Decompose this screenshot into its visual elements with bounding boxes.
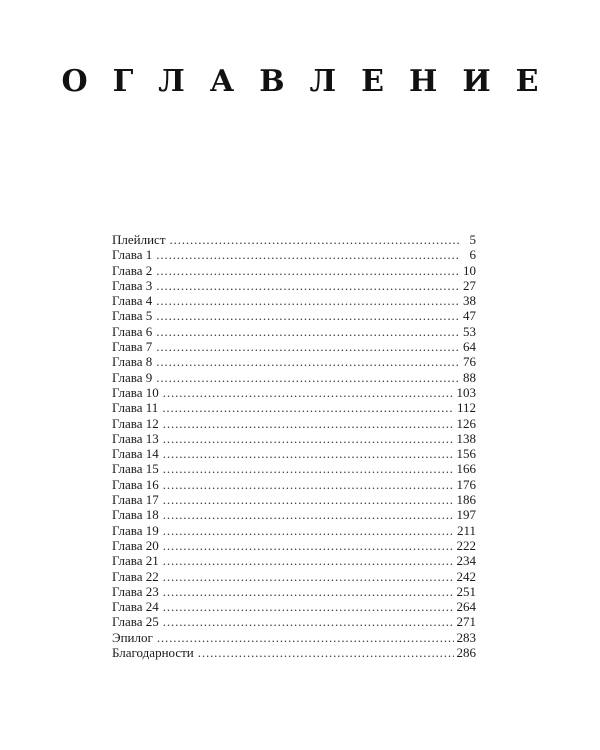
dot-leader [156,293,459,308]
toc-entry-label: Глава 8 [112,354,153,370]
dot-leader [198,645,454,660]
toc-entry-label: Глава 10 [112,384,159,400]
toc-entry-page-number: 27 [463,277,476,293]
toc-entry-chapter-16[interactable] [112,477,476,492]
toc-entry-page-number: 211 [456,522,476,538]
toc-entry-page-number: 5 [469,232,476,247]
toc-entry-chapter-18[interactable] [112,507,476,522]
toc-entry-label: Глава 4 [112,293,153,309]
toc-entry-chapter-21[interactable] [112,553,476,568]
toc-entry-chapter-12[interactable] [112,416,476,431]
toc-entry-page-number: 197 [456,507,476,523]
toc-entry-chapter-8[interactable] [112,354,476,369]
toc-entry-label: Глава 23 [112,583,159,599]
dot-leader [163,614,454,629]
toc-entry-label: Глава 18 [112,507,159,523]
toc-entry-label: Глава 17 [112,492,159,508]
toc-entry-page-number: 234 [456,553,476,569]
toc-entry-chapter-3[interactable] [112,278,476,293]
toc-entry-playlist[interactable] [112,232,476,247]
toc-entry-chapter-23[interactable] [112,584,476,599]
toc-entry-page-number: 222 [456,537,476,553]
toc-entry-page-number: 6 [469,247,476,263]
toc-entry-page-number: 286 [456,645,476,661]
dot-leader [156,263,459,278]
toc-entry-label: Глава 19 [112,522,159,538]
toc-entry-chapter-11[interactable] [112,400,476,415]
dot-leader [163,538,454,553]
toc-entry-page-number: 112 [456,400,476,416]
dot-leader [163,523,454,538]
dot-leader [163,385,454,400]
toc-entry-page-number: 138 [456,430,476,446]
dot-leader [156,247,459,262]
toc-entry-label: Глава 3 [112,277,153,293]
dot-leader [162,400,454,415]
toc-entry-chapter-14[interactable] [112,446,476,461]
toc-entry-label: Плейлист [112,232,166,247]
toc-entry-chapter-19[interactable] [112,523,476,538]
toc-entry-page-number: 53 [463,323,476,339]
dot-leader [170,232,460,247]
dot-leader [163,599,454,614]
dot-leader [163,507,454,522]
toc-entry-label: Глава 16 [112,476,159,492]
toc-entry-page-number: 103 [456,384,476,400]
dot-leader [163,569,454,584]
toc-entry-label: Глава 21 [112,553,159,569]
toc-entry-chapter-25[interactable] [112,614,476,629]
toc-entry-page-number: 38 [463,293,476,309]
toc-entry-page-number: 176 [456,476,476,492]
toc-entry-label: Глава 1 [112,247,153,263]
toc-entry-page-number: 10 [463,262,476,278]
toc-entry-chapter-9[interactable] [112,370,476,385]
toc-entry-page-number: 47 [463,308,476,324]
toc-entry-label: Глава 6 [112,323,153,339]
toc-entry-chapter-2[interactable] [112,263,476,278]
toc-entry-acknowledgements[interactable] [112,645,476,660]
toc-entry-chapter-17[interactable] [112,492,476,507]
toc-entry-label: Глава 11 [112,400,159,416]
toc-entry-page-number: 186 [456,492,476,508]
toc-entry-chapter-4[interactable] [112,293,476,308]
toc-entry-page-number: 264 [456,599,476,615]
toc-entry-label: Глава 9 [112,369,153,385]
dot-leader [157,630,454,645]
toc-entry-page-number: 251 [456,583,476,599]
toc-entry-label: Благодарности [112,645,194,661]
toc-entry-chapter-7[interactable] [112,339,476,354]
dot-leader [163,461,454,476]
dot-leader [156,339,459,354]
dot-leader [156,278,459,293]
toc-entry-chapter-10[interactable] [112,385,476,400]
table-of-contents [112,232,476,660]
toc-entry-chapter-13[interactable] [112,431,476,446]
toc-entry-chapter-22[interactable] [112,569,476,584]
toc-entry-label: Глава 22 [112,568,159,584]
dot-leader [163,584,454,599]
toc-entry-chapter-20[interactable] [112,538,476,553]
toc-entry-label: Глава 25 [112,614,159,630]
toc-entry-chapter-5[interactable] [112,308,476,323]
dot-leader [163,553,454,568]
toc-entry-page-number: 283 [456,629,476,645]
toc-entry-page-number: 166 [456,461,476,477]
dot-leader [156,354,459,369]
dot-leader [163,492,454,507]
toc-entry-page-number: 242 [456,568,476,584]
toc-entry-label: Глава 14 [112,446,159,462]
dot-leader [156,324,459,339]
toc-entry-chapter-15[interactable] [112,461,476,476]
toc-entry-label: Глава 12 [112,415,159,431]
toc-entry-label: Глава 20 [112,537,159,553]
dot-leader [163,446,454,461]
toc-entry-chapter-24[interactable] [112,599,476,614]
toc-entry-label: Глава 5 [112,308,153,324]
dot-leader [156,308,459,323]
toc-entry-page-number: 126 [456,415,476,431]
toc-entry-label: Глава 7 [112,339,153,355]
toc-entry-label: Глава 24 [112,599,159,615]
toc-entry-chapter-6[interactable] [112,324,476,339]
toc-entry-epilogue[interactable] [112,630,476,645]
toc-entry-label: Глава 2 [112,262,153,278]
toc-entry-page-number: 271 [456,614,476,630]
toc-entry-chapter-1[interactable] [112,247,476,262]
toc-entry-page-number: 156 [456,446,476,462]
toc-entry-label: Глава 15 [112,461,159,477]
dot-leader [163,477,454,492]
toc-entry-page-number: 88 [463,369,476,385]
toc-entry-page-number: 76 [463,354,476,370]
page-title: ОГЛАВЛЕНИЕ [61,64,564,99]
toc-entry-label: Эпилог [112,629,153,645]
dot-leader [156,370,459,385]
dot-leader [163,431,454,446]
toc-entry-label: Глава 13 [112,430,159,446]
dot-leader [163,416,454,431]
toc-entry-page-number: 64 [463,339,476,355]
